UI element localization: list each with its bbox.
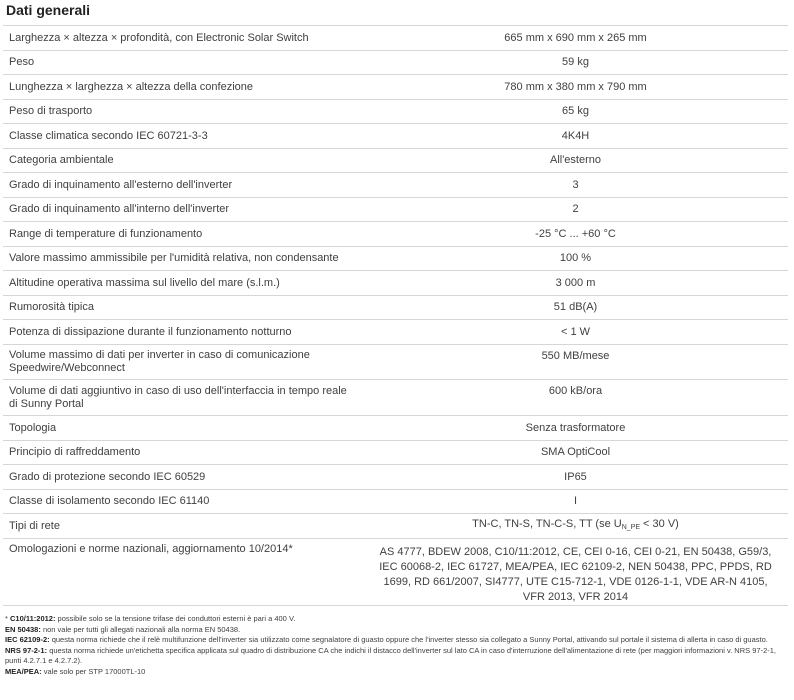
spec-value: 2: [363, 198, 788, 222]
table-row: [3, 465, 788, 490]
spec-label: Range di temperature di funzionamento: [3, 222, 363, 247]
table-row: [3, 416, 788, 441]
spec-value: Senza trasformatore: [363, 416, 788, 441]
spec-value: 100 %: [363, 247, 788, 271]
spec-value: 51 dB(A): [363, 296, 788, 320]
footnote: [5, 614, 785, 625]
specs-table: [3, 25, 788, 606]
table-row: [3, 380, 788, 416]
table-row: [3, 441, 788, 465]
footnote-marker: *: [5, 614, 11, 623]
spec-value: 550 MB/mese: [363, 345, 788, 380]
spec-label: Peso: [3, 51, 363, 75]
spec-value: SMA OptiCool: [363, 441, 788, 465]
spec-value: [363, 514, 788, 539]
spec-label: Altitudine operativa massima sul livello del mare (s.l.m.): [3, 271, 363, 296]
grid-types-text: TN-C, TN-S, TN-C-S, TT (se U: [472, 518, 622, 530]
table-row: [3, 345, 788, 380]
spec-value: -25 °C ... +60 °C: [363, 222, 788, 247]
footnote-text: non vale per tutti gli allegati nazionali alla norma EN 50438.: [40, 624, 241, 634]
spec-label: Grado di inquinamento all'interno dell'inverter: [3, 198, 363, 222]
spec-value: IP65: [363, 465, 788, 490]
grid-types-subscript: N_PE: [621, 524, 640, 531]
spec-value: 665 mm x 690 mm x 265 mm: [363, 26, 788, 51]
table-row: [3, 149, 788, 173]
spec-value: AS 4777, BDEW 2008, C10/11:2012, CE, CEI 0-16, CEI 0-21, EN 50438, G59/3, IEC 60068-2, IEC 61727, MEA/PEA, IEC 62109-2, NEN 50438, PPC, PPDS, RD 1699, RD 661/2007, SI4777, UTE C15-712-1, VDE 0126-1-1, VDE AR-N 4105, VFR 2013, VFR 2014: [363, 539, 788, 606]
table-row: [3, 320, 788, 345]
footnote-text: questa norma richiede un'etichetta specifica applicata sul quadro di distribuzione CA che indichi il distacco dell'inverter sul lato CA in caso d'interruzione dell'alimentazione di rete (per maggiori informazioni v. NRS 97-2-1, punti 4.2.7.1 e 4.2.7.2).: [5, 645, 776, 665]
footnote-term: EN 50438:: [5, 624, 41, 634]
footnotes: [5, 614, 785, 677]
grid-types-suffix: < 30 V): [640, 518, 679, 530]
spec-label: Grado di protezione secondo IEC 60529: [3, 465, 363, 490]
section-title: Dati generali: [6, 2, 91, 18]
table-row: [3, 75, 788, 100]
spec-value: < 1 W: [363, 320, 788, 345]
spec-label: Omologazioni e norme nazionali, aggiornamento 10/2014*: [3, 539, 363, 606]
spec-label: Classe di isolamento secondo IEC 61140: [3, 490, 363, 514]
spec-label: Categoria ambientale: [3, 149, 363, 173]
table-row: [3, 222, 788, 247]
spec-value: 65 kg: [363, 100, 788, 124]
spec-value: 3 000 m: [363, 271, 788, 296]
table-row: [3, 100, 788, 124]
spec-value: 780 mm x 380 mm x 790 mm: [363, 75, 788, 100]
table-row: [3, 173, 788, 198]
footnote: [5, 646, 785, 667]
footnote: [5, 635, 785, 646]
footnote-text: questa norma richiede che il relè multifunzione dell'inverter sia utilizzato come segnalatore di guasto oppure che l'inverter stesso sia collegato a Sunny Portal, attivando sul portale il sistema di allerta in caso di guasto.: [49, 635, 768, 644]
spec-value: 600 kB/ora: [363, 380, 788, 416]
footnote: [5, 625, 785, 636]
spec-value: 4K4H: [363, 124, 788, 149]
footnote-term: IEC 62109-2:: [5, 635, 50, 644]
table-row: [3, 514, 788, 539]
spec-label: Larghezza × altezza × profondità, con Electronic Solar Switch: [3, 26, 363, 51]
footnote-term: NRS 97-2-1:: [5, 645, 48, 655]
spec-label: Valore massimo ammissibile per l'umidità relativa, non condensante: [3, 247, 363, 271]
table-row: [3, 296, 788, 320]
spec-label: Grado di inquinamento all'esterno dell'inverter: [3, 173, 363, 198]
spec-label: Classe climatica secondo IEC 60721-3-3: [3, 124, 363, 149]
spec-label: Rumorosità tipica: [3, 296, 363, 320]
spec-value: 3: [363, 173, 788, 198]
table-row: [3, 247, 788, 271]
table-row: [3, 124, 788, 149]
footnote: [5, 667, 785, 678]
spec-label: Volume di dati aggiuntivo in caso di uso dell'interfaccia in tempo reale di Sunny Portal: [3, 380, 363, 416]
spec-label: Peso di trasporto: [3, 100, 363, 124]
spec-value: I: [363, 490, 788, 514]
footnote-term: C10/11:2012:: [10, 614, 56, 623]
spec-label: Volume massimo di dati per inverter in caso di comunicazione Speedwire/Webconnect: [3, 345, 363, 380]
spec-value: All'esterno: [363, 149, 788, 173]
footnote-term: MEA/PEA:: [5, 666, 42, 676]
table-row: [3, 271, 788, 296]
footnote-text: possibile solo se la tensione trifase dei conduttori esterni è pari a 400 V.: [55, 614, 296, 623]
spec-value: 59 kg: [363, 51, 788, 75]
spec-label: Lunghezza × larghezza × altezza della confezione: [3, 75, 363, 100]
table-row: [3, 51, 788, 75]
footnote-text: vale solo per STP 17000TL-10: [41, 666, 146, 676]
spec-label: Principio di raffreddamento: [3, 441, 363, 465]
table-row: [3, 490, 788, 514]
spec-label: Topologia: [3, 416, 363, 441]
spec-label: Potenza di dissipazione durante il funzionamento notturno: [3, 320, 363, 345]
table-row: [3, 539, 788, 606]
table-row: [3, 198, 788, 222]
table-row: [3, 26, 788, 51]
spec-label: Tipi di rete: [3, 514, 363, 539]
